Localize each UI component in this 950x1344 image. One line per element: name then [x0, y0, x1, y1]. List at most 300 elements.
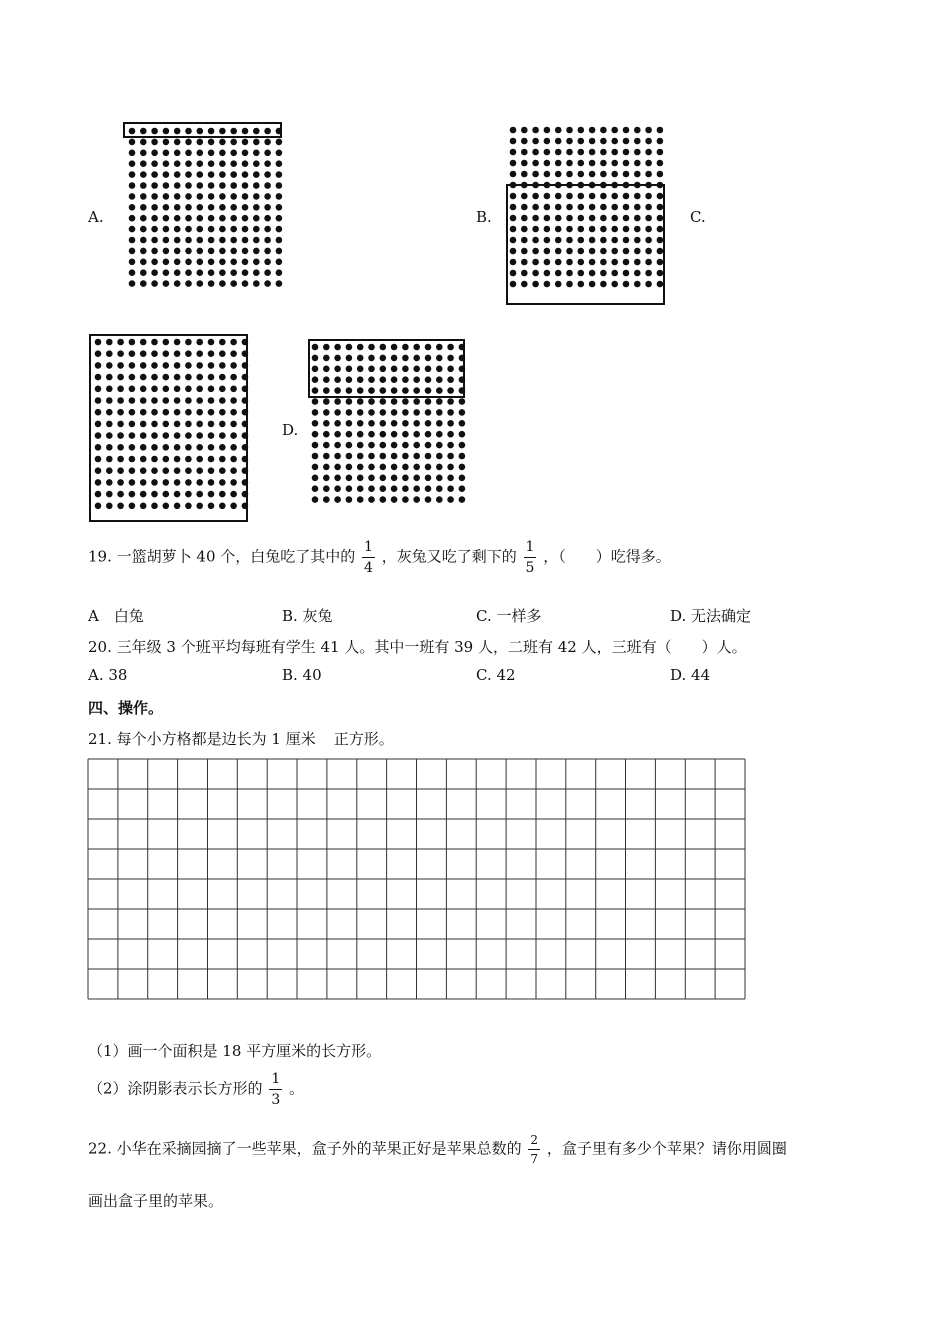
dot	[544, 259, 551, 266]
dot	[219, 350, 226, 357]
dot	[197, 128, 204, 135]
dot	[106, 479, 113, 486]
dot	[151, 248, 158, 255]
dot	[578, 259, 585, 266]
dot	[129, 456, 136, 463]
dot	[185, 479, 192, 486]
dot	[219, 339, 226, 346]
dot	[264, 259, 271, 266]
dot	[140, 397, 147, 404]
dot	[230, 160, 237, 167]
dot	[532, 248, 539, 255]
dot	[312, 409, 319, 416]
dot	[106, 444, 113, 451]
dot	[219, 248, 226, 255]
dot	[230, 467, 237, 474]
dot	[589, 215, 596, 222]
dot	[174, 456, 181, 463]
dot	[95, 432, 102, 439]
dot	[555, 248, 562, 255]
dot	[368, 409, 375, 416]
dot	[253, 280, 260, 287]
dot	[174, 269, 181, 276]
figure-b-dot-grid[interactable]	[503, 122, 668, 308]
dot	[645, 138, 652, 145]
dot	[346, 442, 353, 449]
dot	[623, 215, 630, 222]
dot	[436, 475, 443, 482]
dot	[185, 386, 192, 393]
q20-option-b[interactable]: B. 40	[282, 666, 322, 684]
dot	[623, 270, 630, 277]
dot	[623, 160, 630, 167]
dot	[657, 215, 664, 222]
dot	[230, 444, 237, 451]
dot	[578, 270, 585, 277]
dot	[208, 491, 215, 498]
dot	[368, 431, 375, 438]
dot	[253, 139, 260, 146]
dot	[185, 160, 192, 167]
dot	[185, 456, 192, 463]
dot	[196, 409, 203, 416]
dot	[645, 127, 652, 134]
dot	[578, 226, 585, 233]
dot	[129, 280, 136, 287]
dot	[532, 149, 539, 156]
dot	[634, 127, 641, 134]
dot	[380, 409, 387, 416]
dot	[657, 204, 664, 211]
dot	[368, 464, 375, 471]
question-22-text-2: ，盒子里有多少个苹果？请你用圆圈	[546, 1139, 787, 1158]
dot	[532, 171, 539, 178]
dot	[163, 160, 170, 167]
question-20-text: 20. 三年级 3 个班平均每班有学生 41 人。其中一班有 39 人，二班有 42 人，三班有（ ）人。	[88, 638, 747, 656]
dot	[334, 475, 341, 482]
dot	[645, 270, 652, 277]
dot	[555, 160, 562, 167]
dot	[544, 149, 551, 156]
dot	[276, 259, 283, 266]
dot	[129, 397, 136, 404]
dot	[129, 226, 136, 233]
dot	[230, 248, 237, 255]
figure-d-dot-grid[interactable]	[305, 336, 470, 522]
dot	[264, 139, 271, 146]
dot	[368, 475, 375, 482]
dot	[140, 374, 147, 381]
dot	[402, 453, 409, 460]
dot	[600, 204, 607, 211]
dot	[253, 237, 260, 244]
dot	[544, 215, 551, 222]
dot	[129, 479, 136, 486]
dot	[230, 350, 237, 357]
dot	[129, 362, 136, 369]
dot	[555, 270, 562, 277]
dot	[611, 160, 618, 167]
dot	[163, 215, 170, 222]
dot	[174, 467, 181, 474]
dot	[447, 376, 454, 383]
dot	[117, 467, 124, 474]
dot	[106, 397, 113, 404]
dot	[521, 193, 528, 200]
dot	[357, 420, 364, 427]
dot	[253, 248, 260, 255]
dot	[380, 398, 387, 405]
dot	[219, 280, 226, 287]
dot	[174, 259, 181, 266]
dot	[334, 355, 341, 362]
figure-a-dot-grid[interactable]	[120, 120, 285, 305]
dot	[425, 485, 432, 492]
dot	[357, 398, 364, 405]
dot	[129, 467, 136, 474]
dot	[589, 171, 596, 178]
dot	[163, 444, 170, 451]
dot	[521, 138, 528, 145]
dot	[140, 215, 147, 222]
dot	[197, 215, 204, 222]
dot	[510, 138, 517, 145]
dot	[312, 366, 319, 373]
dot	[174, 280, 181, 287]
figure-c-dot-grid[interactable]	[86, 331, 251, 527]
dot	[634, 171, 641, 178]
q19-option-a[interactable]: A 白兔	[88, 607, 144, 625]
dot	[459, 431, 466, 438]
dot	[140, 160, 147, 167]
dot	[163, 467, 170, 474]
dot	[140, 139, 147, 146]
dot	[391, 398, 398, 405]
dot	[510, 171, 517, 178]
dot	[253, 259, 260, 266]
dot	[106, 467, 113, 474]
dot	[623, 138, 630, 145]
dot	[623, 237, 630, 244]
dot	[219, 237, 226, 244]
dot	[334, 409, 341, 416]
dot	[611, 138, 618, 145]
dot	[95, 397, 102, 404]
dot	[436, 376, 443, 383]
dot	[357, 431, 364, 438]
dot	[196, 456, 203, 463]
dot	[436, 485, 443, 492]
dot	[129, 503, 136, 510]
dot	[174, 193, 181, 200]
dot	[174, 386, 181, 393]
dot	[447, 366, 454, 373]
dot	[174, 421, 181, 428]
dot	[140, 280, 147, 287]
dot	[566, 259, 573, 266]
q20-option-a[interactable]: A. 38	[88, 666, 128, 684]
dot	[634, 270, 641, 277]
dot	[447, 420, 454, 427]
dot	[555, 237, 562, 244]
dot	[566, 204, 573, 211]
dot	[521, 127, 528, 134]
dot	[219, 182, 226, 189]
dot	[208, 374, 215, 381]
dot	[230, 215, 237, 222]
dot	[219, 479, 226, 486]
dot	[368, 420, 375, 427]
dot	[544, 171, 551, 178]
dot	[346, 485, 353, 492]
dot	[230, 491, 237, 498]
q19-option-c[interactable]: C. 一样多	[476, 607, 542, 625]
dot	[208, 248, 215, 255]
dot	[208, 397, 215, 404]
dot	[208, 280, 215, 287]
dot	[174, 215, 181, 222]
dot	[174, 160, 181, 167]
dot	[163, 397, 170, 404]
dot	[368, 485, 375, 492]
dot	[208, 215, 215, 222]
dot	[425, 366, 432, 373]
fraction-one-fifth	[524, 540, 537, 575]
dot	[129, 182, 136, 189]
dot	[242, 193, 249, 200]
question-19-number: 19.	[88, 547, 112, 566]
dot	[208, 362, 215, 369]
dot	[264, 182, 271, 189]
dot	[413, 366, 420, 373]
dot	[253, 128, 260, 135]
dot	[323, 420, 330, 427]
dot	[129, 421, 136, 428]
square-grid[interactable]	[87, 758, 746, 1000]
dot	[346, 409, 353, 416]
dot	[276, 193, 283, 200]
dot	[391, 376, 398, 383]
dot	[117, 456, 124, 463]
dot	[447, 485, 454, 492]
dot	[208, 409, 215, 416]
dot	[151, 432, 158, 439]
dot	[510, 270, 517, 277]
question-21-sub-2-text: （2）涂阴影表示长方形的	[88, 1079, 263, 1098]
dot	[185, 280, 192, 287]
dot	[425, 464, 432, 471]
dot	[323, 464, 330, 471]
dot	[151, 503, 158, 510]
fraction-denominator: 4	[364, 560, 373, 576]
dot	[413, 442, 420, 449]
dot	[611, 171, 618, 178]
dot	[436, 366, 443, 373]
dot	[368, 344, 375, 351]
dot	[634, 259, 641, 266]
dot	[544, 281, 551, 288]
dot	[380, 420, 387, 427]
dot	[323, 344, 330, 351]
fraction-denominator: 5	[525, 560, 535, 576]
dot	[413, 464, 420, 471]
dot	[95, 479, 102, 486]
dot	[589, 127, 596, 134]
dot	[578, 127, 585, 134]
dot	[106, 421, 113, 428]
dot	[196, 362, 203, 369]
dot	[413, 409, 420, 416]
dot	[264, 237, 271, 244]
q19-option-d[interactable]: D. 无法确定	[670, 607, 752, 625]
dot	[208, 128, 215, 135]
dot	[510, 127, 517, 134]
dot	[346, 475, 353, 482]
dot	[334, 464, 341, 471]
dot	[312, 464, 319, 471]
dot	[140, 350, 147, 357]
dot	[578, 204, 585, 211]
dot	[623, 127, 630, 134]
dot	[623, 204, 630, 211]
dot	[185, 397, 192, 404]
dot	[230, 456, 237, 463]
dot	[566, 281, 573, 288]
dot	[346, 355, 353, 362]
q20-option-d[interactable]: D. 44	[670, 666, 711, 684]
dot	[163, 182, 170, 189]
dot	[312, 344, 319, 351]
dot	[129, 432, 136, 439]
dot	[151, 204, 158, 211]
dot	[334, 366, 341, 373]
dot	[129, 160, 136, 167]
dot	[510, 204, 517, 211]
dot	[129, 339, 136, 346]
question-21-sub-2	[88, 1072, 304, 1107]
dot	[174, 444, 181, 451]
dot	[645, 160, 652, 167]
dot	[219, 362, 226, 369]
dot	[532, 193, 539, 200]
q19-option-b[interactable]: B. 灰兔	[282, 607, 333, 625]
dot	[129, 150, 136, 157]
dot	[276, 171, 283, 178]
dot	[645, 226, 652, 233]
dot	[196, 432, 203, 439]
dot	[334, 387, 341, 394]
dot	[197, 248, 204, 255]
dot	[106, 503, 113, 510]
dot	[151, 128, 158, 135]
dot	[532, 160, 539, 167]
dot	[357, 376, 364, 383]
dot	[208, 182, 215, 189]
dot	[447, 464, 454, 471]
dot	[276, 139, 283, 146]
dot	[521, 281, 528, 288]
dot	[589, 193, 596, 200]
dot	[219, 397, 226, 404]
dot	[151, 397, 158, 404]
option-d-label: D.	[282, 421, 299, 439]
dot	[208, 467, 215, 474]
dot	[402, 420, 409, 427]
dot	[436, 496, 443, 503]
dot	[357, 453, 364, 460]
dot	[544, 160, 551, 167]
dot	[589, 160, 596, 167]
dot	[174, 432, 181, 439]
dot	[600, 215, 607, 222]
dot	[368, 442, 375, 449]
dot	[566, 237, 573, 244]
dot	[425, 453, 432, 460]
dot	[589, 281, 596, 288]
q20-option-c[interactable]: C. 42	[476, 666, 516, 684]
dot	[600, 149, 607, 156]
dot	[391, 387, 398, 394]
dot	[174, 409, 181, 416]
dot	[219, 128, 226, 135]
dot	[357, 485, 364, 492]
dot	[253, 150, 260, 157]
dot	[368, 398, 375, 405]
dot	[413, 355, 420, 362]
dot	[425, 496, 432, 503]
dot	[425, 376, 432, 383]
dot	[208, 350, 215, 357]
dot	[380, 366, 387, 373]
dot	[555, 281, 562, 288]
dot	[566, 138, 573, 145]
dot	[459, 485, 466, 492]
dot	[611, 149, 618, 156]
dot	[436, 398, 443, 405]
dot	[578, 160, 585, 167]
dot	[510, 259, 517, 266]
dot	[645, 193, 652, 200]
dot	[140, 339, 147, 346]
dot	[151, 467, 158, 474]
dot	[197, 139, 204, 146]
dot	[140, 386, 147, 393]
dot	[346, 496, 353, 503]
dot	[151, 421, 158, 428]
dot	[368, 376, 375, 383]
dot	[140, 467, 147, 474]
dot	[208, 339, 215, 346]
dot	[151, 139, 158, 146]
dot	[566, 127, 573, 134]
dot	[129, 374, 136, 381]
dot	[413, 496, 420, 503]
dot	[140, 259, 147, 266]
dot	[544, 138, 551, 145]
dot	[230, 171, 237, 178]
dot	[174, 128, 181, 135]
dot	[117, 397, 124, 404]
dot	[391, 420, 398, 427]
fraction-numerator: 1	[524, 540, 537, 558]
dot	[196, 397, 203, 404]
dot	[163, 280, 170, 287]
dot	[532, 259, 539, 266]
dot	[566, 270, 573, 277]
dot	[185, 444, 192, 451]
dot	[657, 237, 664, 244]
dot	[447, 453, 454, 460]
